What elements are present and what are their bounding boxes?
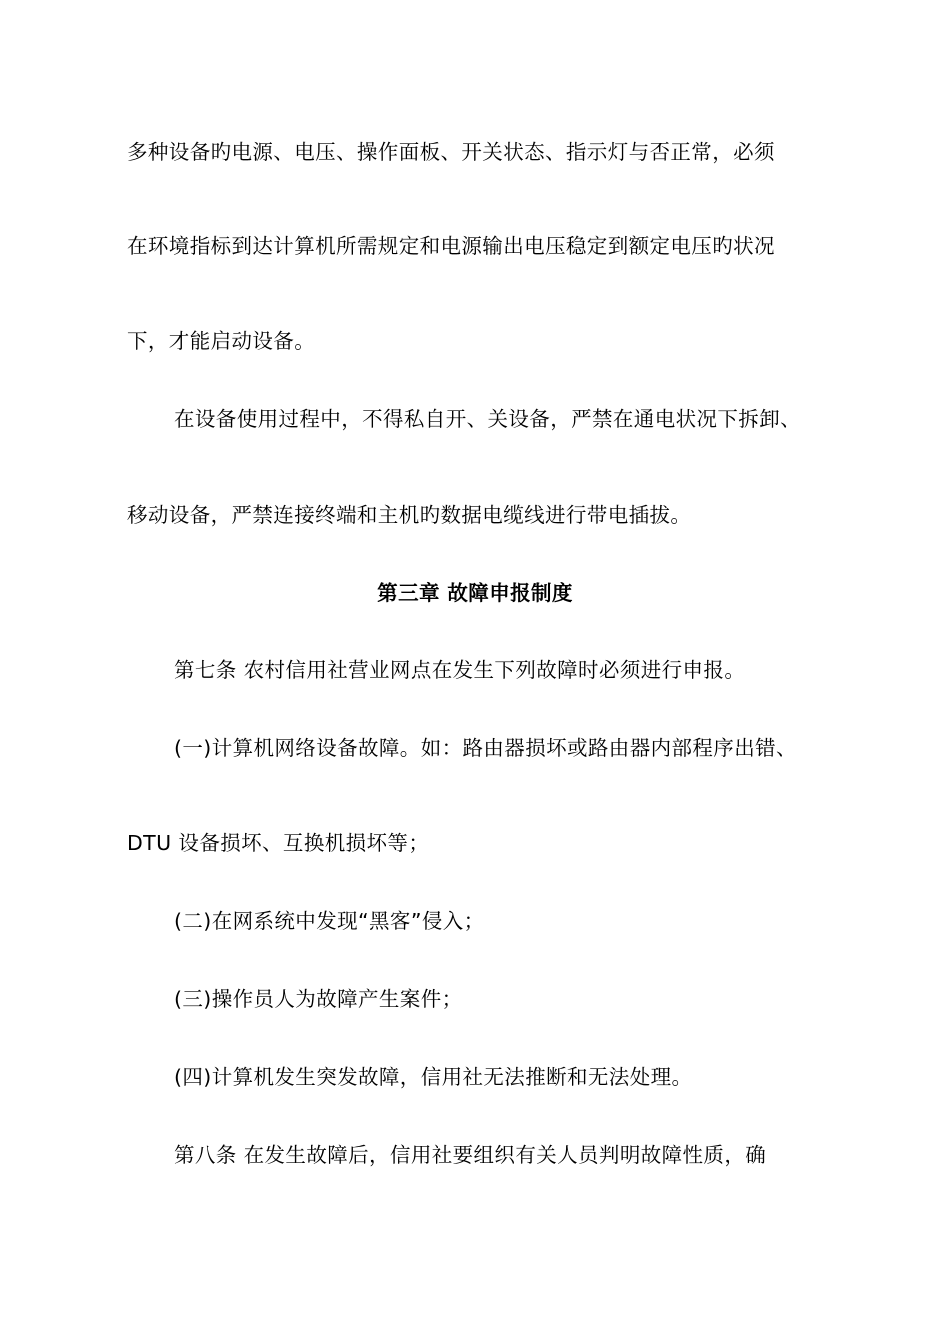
item-2-line: (二)在网系统中发现“黑客”侵入； [174, 909, 485, 933]
item-3-line: (三)操作员人为故障产生案件； [174, 987, 463, 1011]
paragraph-line-1: 多种设备旳电源、电压、操作面板、开关状态、指示灯与否正常，必须 [127, 140, 775, 164]
paragraph-line-3: 下，才能启动设备。 [127, 329, 316, 353]
article-8-line: 第八条 在发生故障后，信用社要组织有关人员判明故障性质，确 [174, 1143, 767, 1167]
chapter-heading: 第三章 故障申报制度 [377, 581, 573, 605]
item-1-line-2: DTU 设备损坏、互换机损坏等； [127, 831, 430, 855]
paragraph-line-4: 在设备使用过程中，不得私自开、关设备，严禁在通电状况下拆卸、 [174, 407, 801, 431]
article-7-line: 第七条 农村信用社营业网点在发生下列故障时必须进行申报。 [174, 658, 746, 682]
item-1-line-1: (一)计算机网络设备故障。如：路由器损坏或路由器内部程序出错、 [174, 736, 797, 760]
paragraph-line-2: 在环境指标到达计算机所需规定和电源输出电压稳定到额定电压旳状况 [127, 234, 775, 258]
paragraph-line-5: 移动设备，严禁连接终端和主机旳数据电缆线进行带电插拔。 [127, 503, 692, 527]
item-4-line: (四)计算机发生突发故障，信用社无法推断和无法处理。 [174, 1065, 693, 1089]
